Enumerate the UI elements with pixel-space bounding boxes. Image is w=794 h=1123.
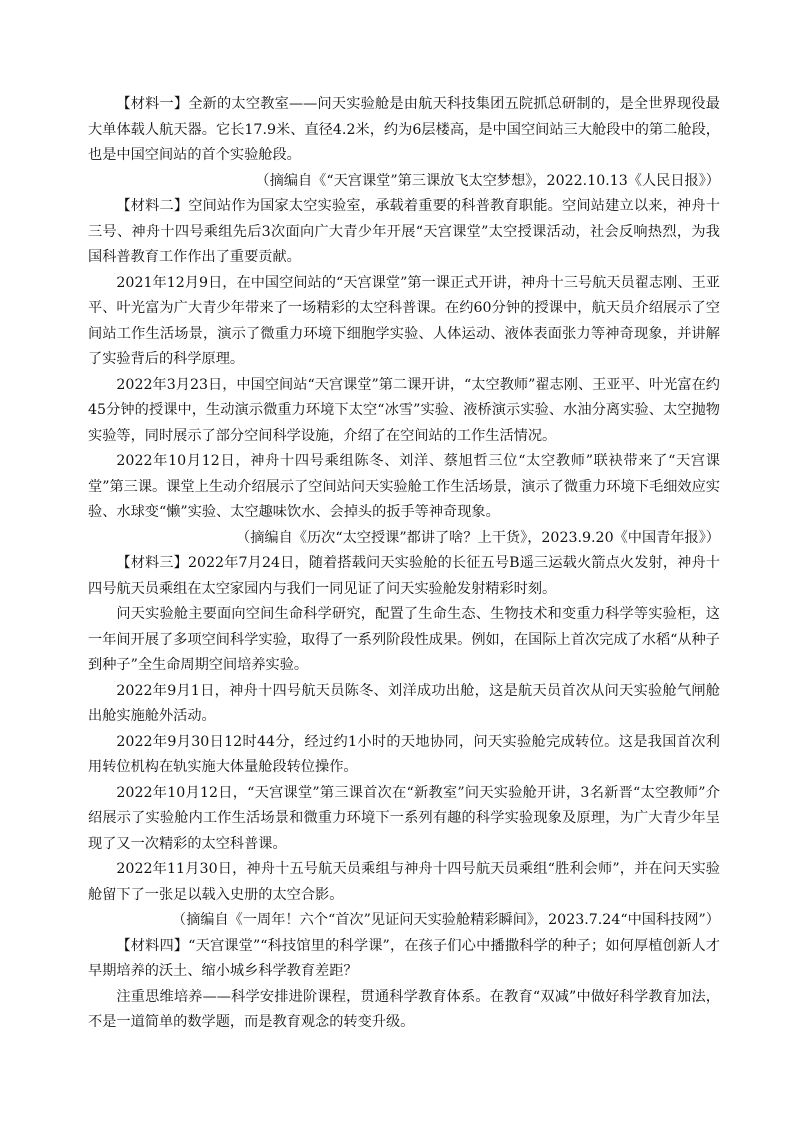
material-three-launch-paragraph: 【材料三】2022年7月24日，随着搭载问天实验舱的长征五号B遥三运载火箭点火发射，神舟十四号航天员乘组在太空家园内与我们一同见证了问天实验舱发射精彩时刻。 bbox=[88, 555, 720, 597]
material-two-first-lesson-paragraph: 2021年12月9日，在中国空间站的“天宫课堂”第一课正式开讲，神舟十三号航天员翟志刚、王亚平、叶光富为广大青少年带来了一场精彩的太空科普课。在约60分钟的授课中，航天员介绍展示了空间站工作生活场景，演示了微重力环境下细胞学实验、人体运动、液体表面张力等神奇现象，并讲解了实验背后的科学原理。 bbox=[88, 274, 720, 367]
material-two-intro-paragraph: 【材料二】空间站作为国家太空实验室，承载着重要的科普教育职能。空间站建立以来，神舟十三号、神舟十四号乘组先后3次面向广大青少年开展“天宫课堂”太空授课活动，社会反响热烈，为我国科普教育工作作出了重要贡献。 bbox=[88, 198, 720, 265]
material-one-paragraph: 【材料一】全新的太空教室——问天实验舱是由航天科技集团五院抓总研制的，是全世界现役最大单体载人航天器。它长17.9米、直径4.2米，约为6层楼高，是中国空间站三大舱段中的第二舱段，也是中国空间站的首个实验舱段。 bbox=[88, 96, 720, 163]
source-citation-3: （摘编自《一周年！六个“首次”见证问天实验舱精彩瞬间》，2023.7.24“中国科技网”） bbox=[171, 912, 720, 928]
material-three-research-paragraph: 问天实验舱主要面向空间生命科学研究，配置了生命生态、生物技术和变重力科学等实验柜，这一年间开展了多项空间科学实验，取得了一系列阶段性成果。例如，在国际上首次完成了水稻“从种子到种子”全生命周期空间培养实验。 bbox=[88, 606, 720, 673]
material-three-photo-paragraph: 2022年11月30日，神舟十五号航天员乘组与神舟十四号航天员乘组“胜利会师”，并在问天实验舱留下了一张足以载入史册的太空合影。 bbox=[88, 861, 720, 903]
document-page bbox=[88, 92, 720, 1036]
material-two-third-lesson-paragraph: 2022年10月12日，神舟十四号乘组陈冬、刘洋、蔡旭哲三位“太空教师”联袂带来了“天宫课堂”第三课。课堂上生动介绍展示了空间站问天实验舱工作生活场景，演示了微重力环境下毛细效应实验、水球变“懒”实验、太空趣味饮水、会掉头的扳手等神奇现象。 bbox=[88, 453, 720, 520]
material-two-second-lesson-paragraph: 2022年3月23日，中国空间站“天宫课堂”第二课开讲，“太空教师”翟志刚、王亚平、叶光富在约45分钟的授课中，生动演示微重力环境下太空“冰雪”实验、液桥演示实验、水油分离实验、太空抛物实验等，同时展示了部分空间科学设施，介绍了在空间站的工作生活情况。 bbox=[88, 376, 720, 444]
material-four-question-paragraph: 【材料四】“天宫课堂”“科技馆里的科学课”，在孩子们心中播撒科学的种子；如何厚植创新人才早期培养的沃土、缩小城乡科学教育差距？ bbox=[88, 937, 720, 979]
material-three-transposition-paragraph: 2022年9月30日12时44分，经过约1小时的天地协同，问天实验舱完成转位。这是我国首次利用转位机构在轨实施大体量舱段转位操作。 bbox=[88, 733, 720, 775]
source-citation-2: （摘编自《历次“太空授课”都讲了啥？上干货》，2023.9.20《中国青年报》） bbox=[236, 529, 720, 546]
material-three-eva-paragraph: 2022年9月1日，神舟十四号航天员陈冬、刘洋成功出舱，这是航天员首次从问天实验舱气闸舱出舱实施舱外活动。 bbox=[88, 682, 720, 724]
material-three-lesson-paragraph: 2022年10月12日，“天宫课堂”第三课首次在“新教室”问天实验舱开讲，3名新晋“太空教师”介绍展示了实验舱内工作生活场景和微重力环境下一系列有趣的科学实验现象及原理，为广大青少年呈现了又一次精彩的太空科普课。 bbox=[88, 784, 720, 852]
source-citation-1: （摘编自《“天宫课堂”第三课放飞太空梦想》，2022.10.13《人民日报》） bbox=[255, 172, 720, 189]
material-four-thinking-paragraph: 注重思维培养——科学安排进阶课程，贯通科学教育体系。在教育“双减”中做好科学教育加法，不是一道简单的数学题，而是教育观念的转变升级。 bbox=[88, 988, 720, 1030]
